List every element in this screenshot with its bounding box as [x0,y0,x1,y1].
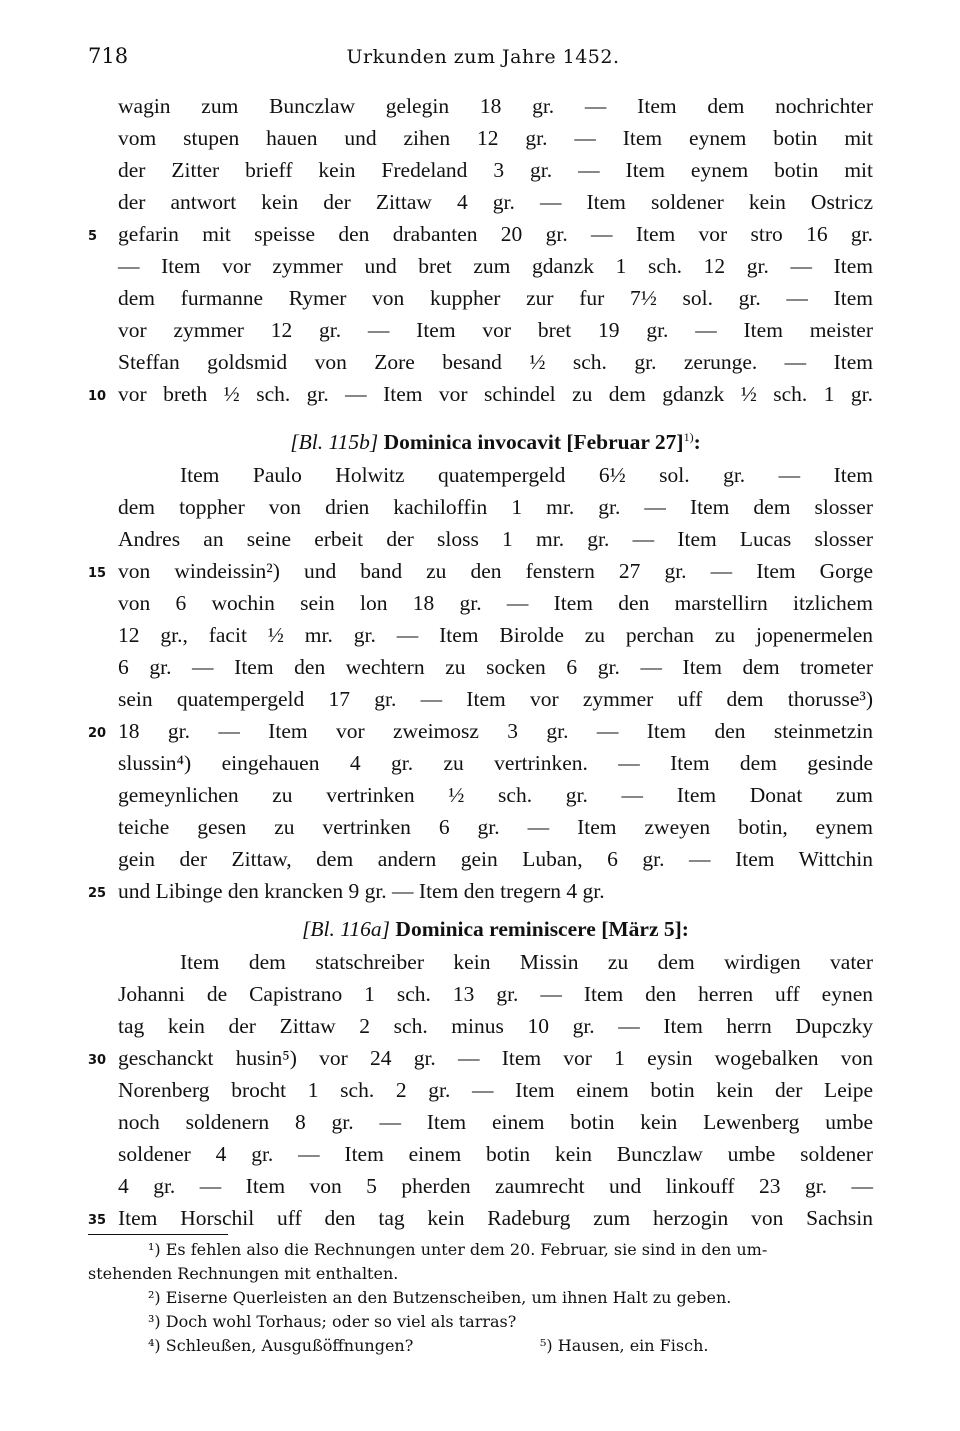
footnote: ²) Eiserne Querleisten an den Butzenscheiben, um ihnen Halt zu geben. [148,1288,732,1307]
text-line: gefarin mit speisse den drabanten 20 gr. — Item vor stro 16 gr. [118,222,873,246]
text-line: vom stupen hauen und zihen 12 gr. — Item eynem botin mit [118,126,873,150]
text-line: der antwort kein der Zittaw 4 gr. — Item soldener kein Ostricz [118,190,873,214]
section-heading [118,426,873,458]
text-line: der Zitter brieff kein Fredeland 3 gr. — Item eynem botin mit [118,158,873,182]
line-number: 5 [88,229,98,244]
text-line: dem furmanne Rymer von kuppher zur fur 7½ sol. gr. — Item [118,286,873,310]
footnote-ref: 1) [683,429,694,444]
text-line: gein der Zittaw, dem andern gein Luban, 6 gr. — Item Wittchin [118,847,873,871]
text-line: Steffan goldsmid von Zore besand ½ sch. gr. zerunge. — Item [118,350,873,374]
footnote: ⁵) Hausen, ein Fisch. [540,1336,709,1355]
text-line: Andres an seine erbeit der sloss 1 mr. gr. — Item Lucas slosser [118,527,873,551]
footnote: ¹) Es fehlen also die Rechnungen unter dem 20. Februar, sie sind in den um- [148,1240,768,1259]
text-line: 12 gr., facit ½ mr. gr. — Item Birolde zu perchan zu jopenermelen [118,623,873,647]
text-line: Item dem statschreiber kein Missin zu dem wirdigen vater [180,950,873,974]
text-line: von windeissin²) und band zu den fenstern 27 gr. — Item Gorge [118,559,873,583]
text-line: 4 gr. — Item von 5 pherden zaumrecht und linkouff 23 gr. — [118,1174,873,1198]
folio-reference: [Bl. 116a] [302,917,391,941]
text-line: und Libinge den krancken 9 gr. — Item den tregern 4 gr. [118,879,605,903]
line-number: 10 [88,389,107,404]
text-line: dem toppher von drien kachiloffin 1 mr. gr. — Item dem slosser [118,495,873,519]
text-line: Norenberg brocht 1 sch. 2 gr. — Item einem botin kein der Leipe [118,1078,873,1102]
text-line: noch soldenern 8 gr. — Item einem botin kein Lewenberg umbe [118,1110,873,1134]
text-line: wagin zum Bunczlaw gelegin 18 gr. — Item dem nochrichter [118,94,873,118]
text-line: Item Horschil uff den tag kein Radeburg zum herzogin von Sachsin [118,1206,873,1230]
text-line: 18 gr. — Item vor zweimosz 3 gr. — Item den steinmetzin [118,719,873,743]
line-number: 25 [88,886,107,901]
text-line: — Item vor zymmer und bret zum gdanzk 1 sch. 12 gr. — Item [118,254,873,278]
text-line: teiche gesen zu vertrinken 6 gr. — Item zweyen botin, eynem [118,815,873,839]
text-line: sein quatempergeld 17 gr. — Item vor zymmer uff dem thorusse³) [118,687,873,711]
footnote: ⁴) Schleußen, Ausgußöffnungen? [148,1336,414,1355]
text-line: soldener 4 gr. — Item einem botin kein Bunczlaw umbe soldener [118,1142,873,1166]
text-line: geschanckt husin⁵) vor 24 gr. — Item vor 1 eysin wogebalken von [118,1046,873,1070]
heading-text: Dominica reminiscere [März 5]: [395,917,689,941]
page-header [88,44,878,76]
footnote-continuation: stehenden Rechnungen mit enthalten. [88,1264,399,1283]
footnote-divider [88,1234,228,1235]
line-number: 30 [88,1053,107,1068]
text-line: vor zymmer 12 gr. — Item vor bret 19 gr. — Item meister [118,318,873,342]
page-number: 718 [88,44,129,68]
running-title: Urkunden zum Jahre 1452. [346,46,620,68]
folio-reference: [Bl. 115b] [290,430,379,454]
text-line: slussin⁴) eingehauen 4 gr. zu vertrinken. — Item dem gesinde [118,751,873,775]
line-number: 15 [88,566,107,581]
text-line: tag kein der Zittaw 2 sch. minus 10 gr. — Item herrn Dupczky [118,1014,873,1038]
text-line: 6 gr. — Item den wechtern zu socken 6 gr. — Item dem trometer [118,655,873,679]
text-line: gemeynlichen zu vertrinken ½ sch. gr. — Item Donat zum [118,783,873,807]
text-line: von 6 wochin sein lon 18 gr. — Item den marstellirn itzlichem [118,591,873,615]
heading-colon: : [693,430,701,454]
text-line: vor breth ½ sch. gr. — Item vor schindel zu dem gdanzk ½ sch. 1 gr. [118,382,873,406]
text-line: Item Paulo Holwitz quatempergeld 6½ sol. gr. — Item [180,463,873,487]
footnote: ³) Doch wohl Torhaus; oder so viel als tarras? [148,1312,517,1331]
text-line: Johanni de Capistrano 1 sch. 13 gr. — Item den herren uff eynen [118,982,873,1006]
line-number: 20 [88,726,107,741]
section-heading [118,913,873,945]
heading-text: Dominica invocavit [Februar 27] [383,430,684,454]
line-number: 35 [88,1213,107,1228]
